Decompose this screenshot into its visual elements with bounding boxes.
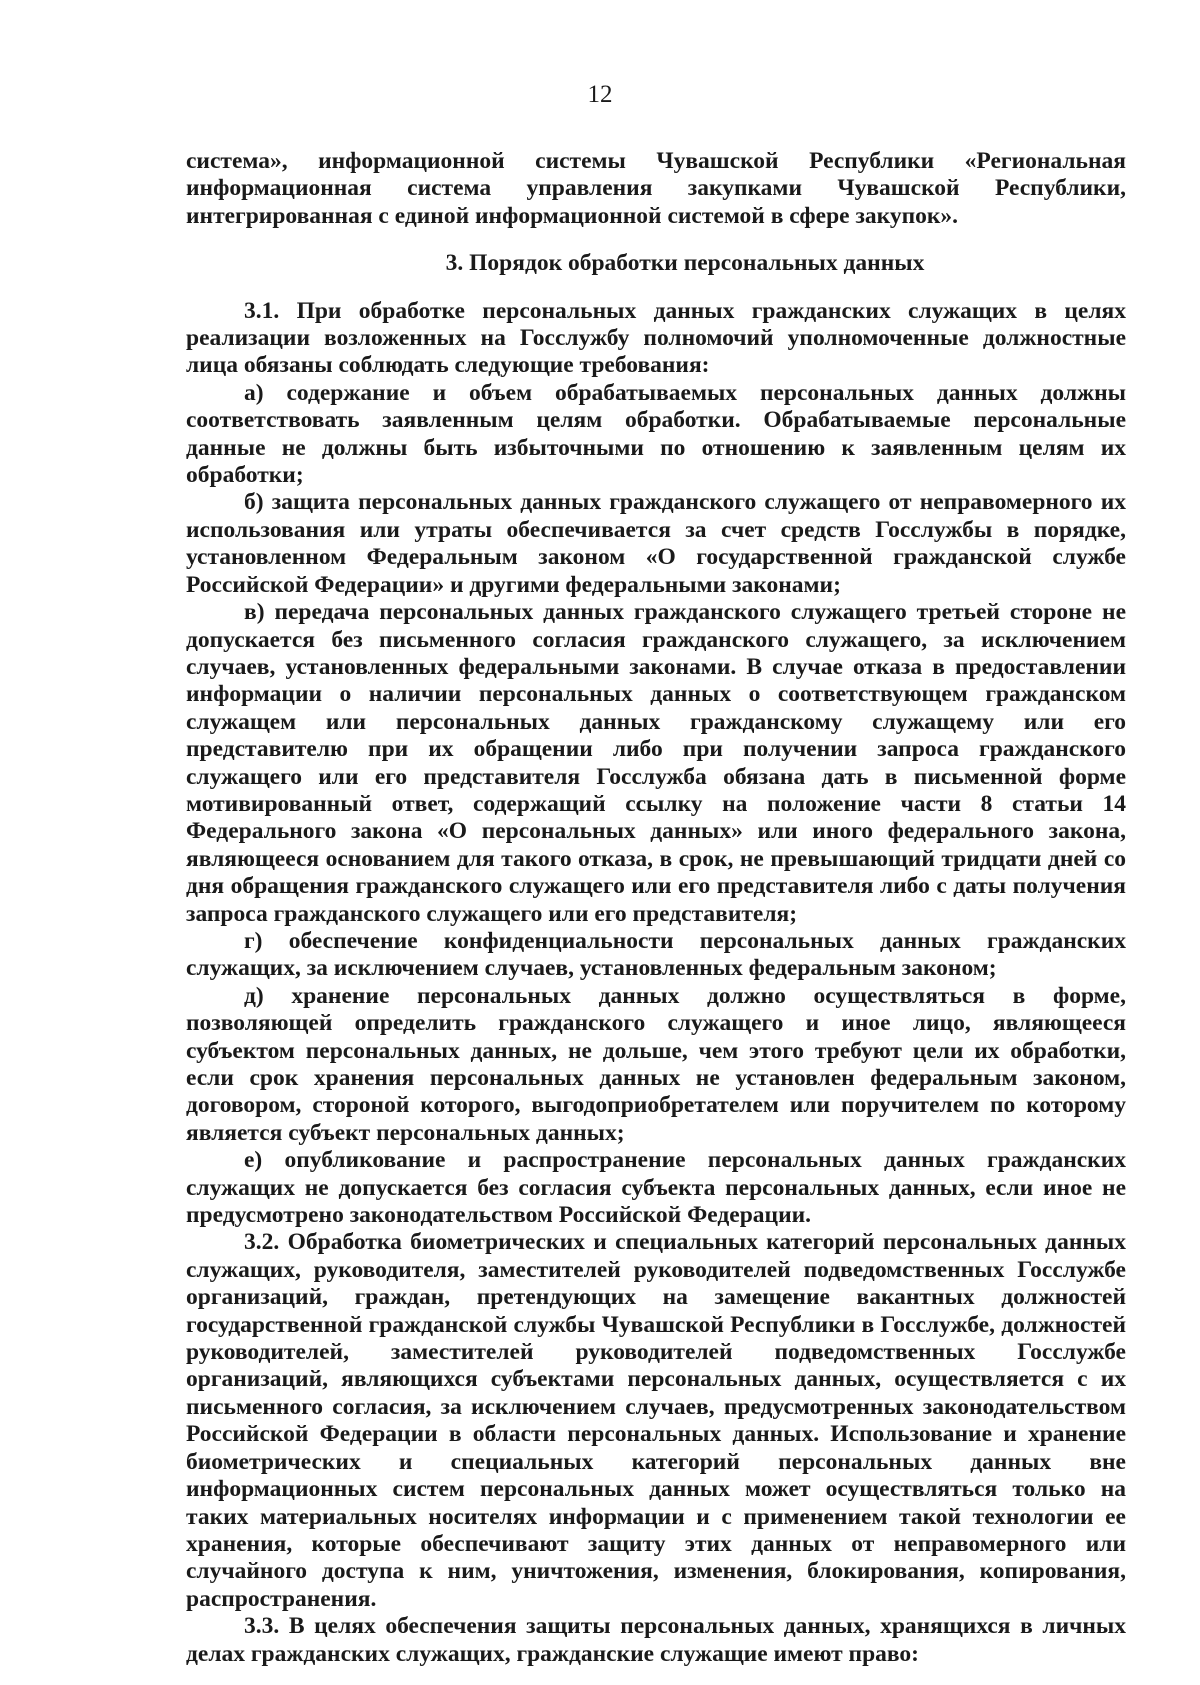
paragraph-item-g: г) обеспечение конфиденциальности персональных данных гражданских служащих, за исключением случаев, установленных федеральным законом; bbox=[186, 927, 1126, 982]
paragraph-3-2: 3.2. Обработка биометрических и специальных категорий персональных данных служащих, руководителя, заместителей руководителей подведомственных Госслужбе организаций, граждан, претендующих на замещение вакантных должностей государственной гражданской службы Чувашской Республики в Госслужбе, должностей руководителей, заместителей руководителей подведомственных Госслужбе организаций, являющихся субъектами персональных данных, осуществляется с их письменного согласия, за исключением случаев, предусмотренных законодательством Российской Федерации в области персональных данных. Использование и хранение биометрических и специальных категорий персональных данных вне информационных систем персональных данных может осуществляться только на таких материальных носителях информации и с применением такой технологии ее хранения, которые обеспечивают защиту этих данных от неправомерного или случайного доступа к ним, уничтожения, изменения, блокирования, копирования, распространения. bbox=[186, 1229, 1126, 1612]
paragraph-item-d: д) хранение персональных данных должно осуществляться в форме, позволяющей определить гражданского служащего и иное лицо, являющееся субъектом персональных данных, не дольше, чем этого требуют цели их обработки, если срок хранения персональных данных не установлен федеральным законом, договором, стороной которого, выгодоприобретателем или поручителем по которому является субъект персональных данных; bbox=[186, 982, 1126, 1146]
paragraph-item-a: а) содержание и объем обрабатываемых персональных данных должны соответствовать заявленным целям обработки. Обрабатываемые персональные данные не должны быть избыточными по отношению к заявленным целям их обработки; bbox=[186, 379, 1126, 489]
page-number: 12 bbox=[587, 81, 613, 108]
section-title: 3. Порядок обработки персональных данных bbox=[445, 250, 925, 277]
paragraph-item-b: б) защита персональных данных гражданского служащего от неправомерного их использования или утраты обеспечивается за счет средств Госслужбы в порядке, установленном Федеральным законом «О государственной гражданской службе Российской Федерации» и другими федеральными законами; bbox=[186, 489, 1126, 598]
intro-paragraph: система», информационной системы Чувашской Республики «Региональная информационная система управления закупками Чувашской Республики, интегрированная с единой информационной системой в сфере закупок». bbox=[186, 148, 1126, 229]
document-body bbox=[186, 148, 1126, 1668]
paragraph-3-3: 3.3. В целях обеспечения защиты персональных данных, хранящихся в личных делах гражданских служащих, гражданские служащие имеют право: bbox=[186, 1613, 1126, 1667]
paragraph-3-1: 3.1. При обработке персональных данных гражданских служащих в целях реализации возложенных на Госслужбу полномочий уполномоченные должностные лица обязаны соблюдать следующие требования: bbox=[186, 297, 1126, 379]
paragraph-item-e: е) опубликование и распространение персональных данных гражданских служащих не допускается без согласия субъекта персональных данных, если иное не предусмотрено законодательством Российской Федерации. bbox=[186, 1147, 1126, 1229]
paragraph-item-v: в) передача персональных данных гражданского служащего третьей стороне не допускается без письменного согласия гражданского служащего, за исключением случаев, установленных федеральными законами. В случае отказа в предоставлении информации о наличии персональных данных о соответствующем гражданском служащем или персональных данных гражданскому служащему или его представителю при их обращении либо при получении запроса гражданского служащего или его представителя Госслужба обязана дать в письменной форме мотивированный ответ, содержащий ссылку на положение части 8 статьи 14 Федерального закона «О персональных данных» или иного федерального закона, являющееся основанием для такого отказа, в срок, не превышающий тридцати дней со дня обращения гражданского служащего или его представителя либо с даты получения запроса гражданского служащего или его представителя; bbox=[186, 599, 1126, 927]
